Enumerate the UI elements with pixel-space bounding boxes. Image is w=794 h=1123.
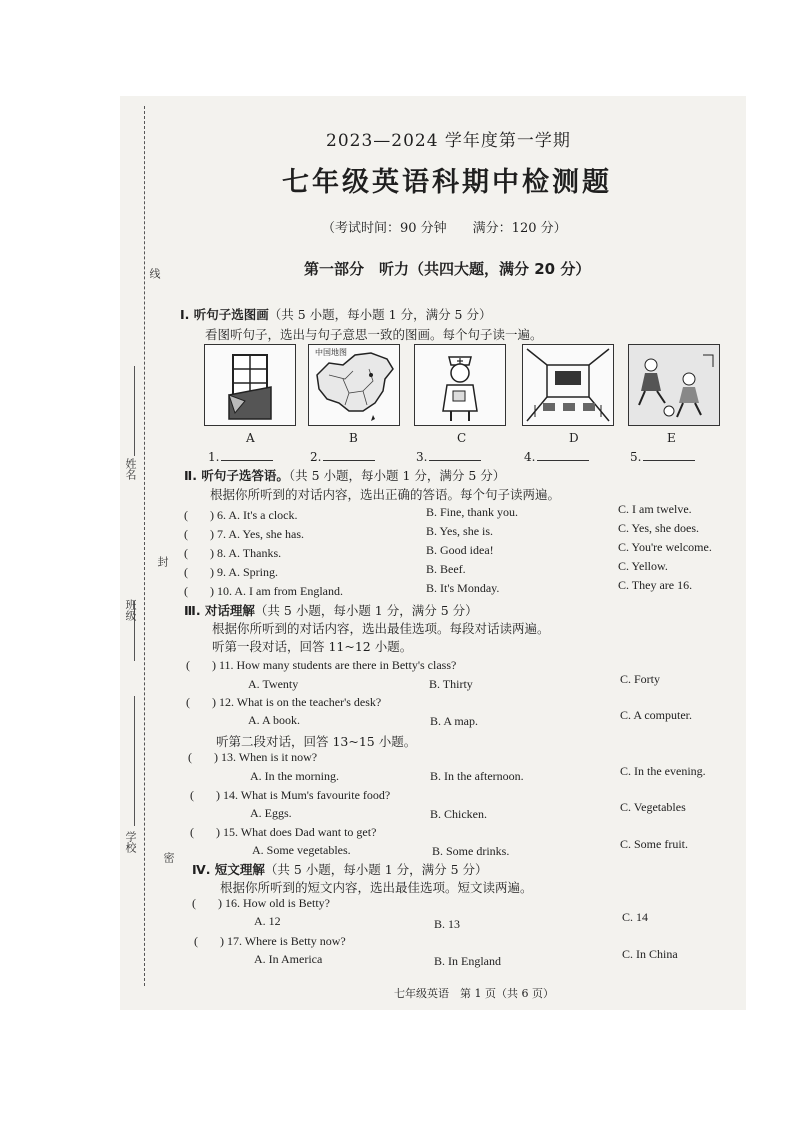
dialog1-heading: 听第一段对话，回答 11~12 小题。 — [212, 639, 413, 654]
exam-page — [120, 96, 746, 1010]
option-c: C. Yellow. — [618, 559, 668, 573]
option-c: C. In China — [622, 947, 678, 961]
picture-label-d: D — [569, 431, 579, 445]
exam-info: （考试时间：90 分钟 满分：120 分） — [322, 221, 567, 236]
question-6: ) 6. A. It's a clock. — [210, 508, 298, 522]
picture-d — [522, 344, 614, 426]
option-a: A. In the morning. — [250, 769, 339, 783]
exam-title: 七年级英语科期中检测题 — [282, 167, 612, 198]
question-10: ) 10. A. I am from England. — [210, 584, 343, 598]
question-row: ( ) 16. How old is Betty? — [192, 896, 330, 910]
option-c: C. Vegetables — [620, 800, 686, 814]
option-b: B. 13 — [434, 917, 461, 931]
question-row: ( ) 15. What does Dad want to get? — [190, 825, 377, 839]
section1-heading — [180, 305, 491, 323]
answer-blank-5: 5. — [630, 450, 695, 464]
question-13: ) 13. When is it now? — [214, 750, 318, 764]
section2-instruction: 根据你所听到的对话内容，选出正确的答语。每个句子读两遍。 — [210, 487, 561, 502]
china-map-icon — [309, 345, 399, 425]
school-year: 2023—2024 学年度第一学期 — [326, 131, 571, 151]
section1-note: （共 5 小题，每小题 1 分，满分 5 分） — [268, 307, 492, 322]
option-a: A. Some vegetables. — [252, 843, 351, 857]
option-c: C. You're welcome. — [618, 540, 712, 554]
question-row: ( ) 14. What is Mum's favourite food? — [190, 788, 391, 802]
section2-title: Ⅱ. 听句子选答语。 — [184, 468, 289, 483]
section4-instruction: 根据你所听到的短文内容，选出最佳选项。短文读两遍。 — [220, 880, 533, 895]
binding-label-seal: 封 — [156, 556, 169, 567]
answer-line[interactable] — [537, 460, 589, 461]
answer-line[interactable] — [323, 460, 375, 461]
option-b: B. In the afternoon. — [430, 769, 524, 783]
answer-blank-3: 3. — [416, 450, 481, 464]
option-b: B. A map. — [430, 714, 479, 728]
option-a: A. In America — [254, 952, 323, 966]
question-17: ) 17. Where is Betty now? — [220, 934, 346, 948]
option-c: C. I am twelve. — [618, 502, 692, 516]
answer-blank-2: 2. — [310, 450, 375, 464]
section4-heading — [192, 860, 488, 878]
option-b: B. Fine, thank you. — [426, 505, 518, 519]
section2-heading — [184, 466, 505, 484]
option-a: A. 12 — [254, 914, 281, 928]
nurse-icon — [415, 345, 505, 425]
chocolate-bar-icon — [205, 345, 295, 425]
part1-title: 第一部分 听力（共四大题，满分 20 分） — [304, 260, 591, 278]
section4-note: （共 5 小题，每小题 1 分，满分 5 分） — [264, 862, 488, 877]
question-8: ) 8. A. Thanks. — [210, 546, 282, 560]
option-b: B. Some drinks. — [432, 844, 510, 858]
option-c: C. They are 16. — [618, 578, 693, 592]
option-c: C. A computer. — [620, 708, 692, 722]
option-c: C. 14 — [622, 910, 649, 924]
option-b: B. It's Monday. — [426, 581, 500, 595]
question-row: ( ) 7. A. Yes, she has. — [184, 527, 305, 541]
answer-line[interactable] — [221, 460, 273, 461]
classroom-icon — [523, 345, 613, 425]
question-row: ( ) 11. How many students are there in Betty's class? — [186, 658, 457, 672]
binding-label-name: 姓名 — [124, 458, 137, 480]
binding-label-class: 班级 — [124, 599, 137, 621]
picture-c — [414, 344, 506, 426]
picture-e — [628, 344, 720, 426]
option-b: B. Beef. — [426, 562, 466, 576]
option-c: C. Some fruit. — [620, 837, 688, 851]
answer-blank-1: 1. — [208, 450, 273, 464]
option-a: A. Twenty — [248, 677, 299, 691]
option-c: C. Yes, she does. — [618, 521, 700, 535]
exam-content — [120, 96, 746, 1010]
question-9: ) 9. A. Spring. — [210, 565, 279, 579]
section3-heading — [184, 601, 478, 619]
dialog2-heading: 听第二段对话，回答 13~15 小题。 — [216, 734, 417, 749]
question-15: ) 15. What does Dad want to get? — [216, 825, 377, 839]
answer-line[interactable] — [643, 460, 695, 461]
picture-label-c: C — [457, 431, 467, 445]
question-row: ( ) 9. A. Spring. — [184, 565, 279, 579]
section1-title: Ⅰ. 听句子选图画 — [180, 307, 269, 322]
question-row: ( ) 12. What is on the teacher's desk? — [186, 695, 382, 709]
option-b: B. Yes, she is. — [426, 524, 494, 538]
question-row: ( ) 8. A. Thanks. — [184, 546, 282, 560]
option-b: B. In England — [434, 954, 501, 968]
picture-a — [204, 344, 296, 426]
picture-label-e: E — [667, 431, 676, 445]
option-a: A. A book. — [248, 713, 301, 727]
picture-label-b: B — [349, 431, 358, 445]
option-b: B. Thirty — [429, 677, 473, 691]
section3-instruction: 根据你所听到的对话内容，选出最佳选项。每段对话读两遍。 — [212, 621, 550, 636]
section3-note: （共 5 小题，每小题 1 分，满分 5 分） — [254, 603, 478, 618]
question-row: ( ) 6. A. It's a clock. — [184, 508, 298, 522]
question-16: ) 16. How old is Betty? — [218, 896, 330, 910]
map-caption: 中国地图 — [315, 348, 347, 357]
section4-title: Ⅳ. 短文理解 — [192, 862, 265, 877]
binding-label-secret: 密 — [162, 852, 175, 863]
binding-label-line: 线 — [148, 268, 161, 279]
question-14: ) 14. What is Mum's favourite food? — [216, 788, 391, 802]
section2-note: （共 5 小题，每小题 1 分，满分 5 分） — [288, 468, 506, 483]
question-12: ) 12. What is on the teacher's desk? — [212, 695, 382, 709]
section3-title: Ⅲ. 对话理解 — [184, 603, 255, 618]
question-row: ( ) 17. Where is Betty now? — [194, 934, 346, 948]
option-c: C. Forty — [620, 672, 661, 686]
question-row: ( ) 10. A. I am from England. — [184, 584, 343, 598]
option-a: A. Eggs. — [250, 806, 292, 820]
picture-b — [308, 344, 400, 426]
option-b: B. Chicken. — [430, 807, 487, 821]
option-c: C. In the evening. — [620, 764, 706, 778]
question-11: ) 11. How many students are there in Betty's class? — [212, 658, 457, 672]
binding-label-school: 学校 — [124, 831, 137, 853]
question-row: ( ) 13. When is it now? — [188, 750, 318, 764]
football-players-icon — [629, 345, 719, 425]
section1-instruction: 看图听句子，选出与句子意思一致的图画。每个句子读一遍。 — [205, 327, 543, 342]
page-footer: 七年级英语 第 1 页（共 6 页） — [394, 987, 554, 1000]
option-b: B. Good idea! — [426, 543, 494, 557]
answer-blank-4: 4. — [524, 450, 589, 464]
picture-label-a: A — [246, 431, 255, 445]
answer-line[interactable] — [429, 460, 481, 461]
question-7: ) 7. A. Yes, she has. — [210, 527, 305, 541]
